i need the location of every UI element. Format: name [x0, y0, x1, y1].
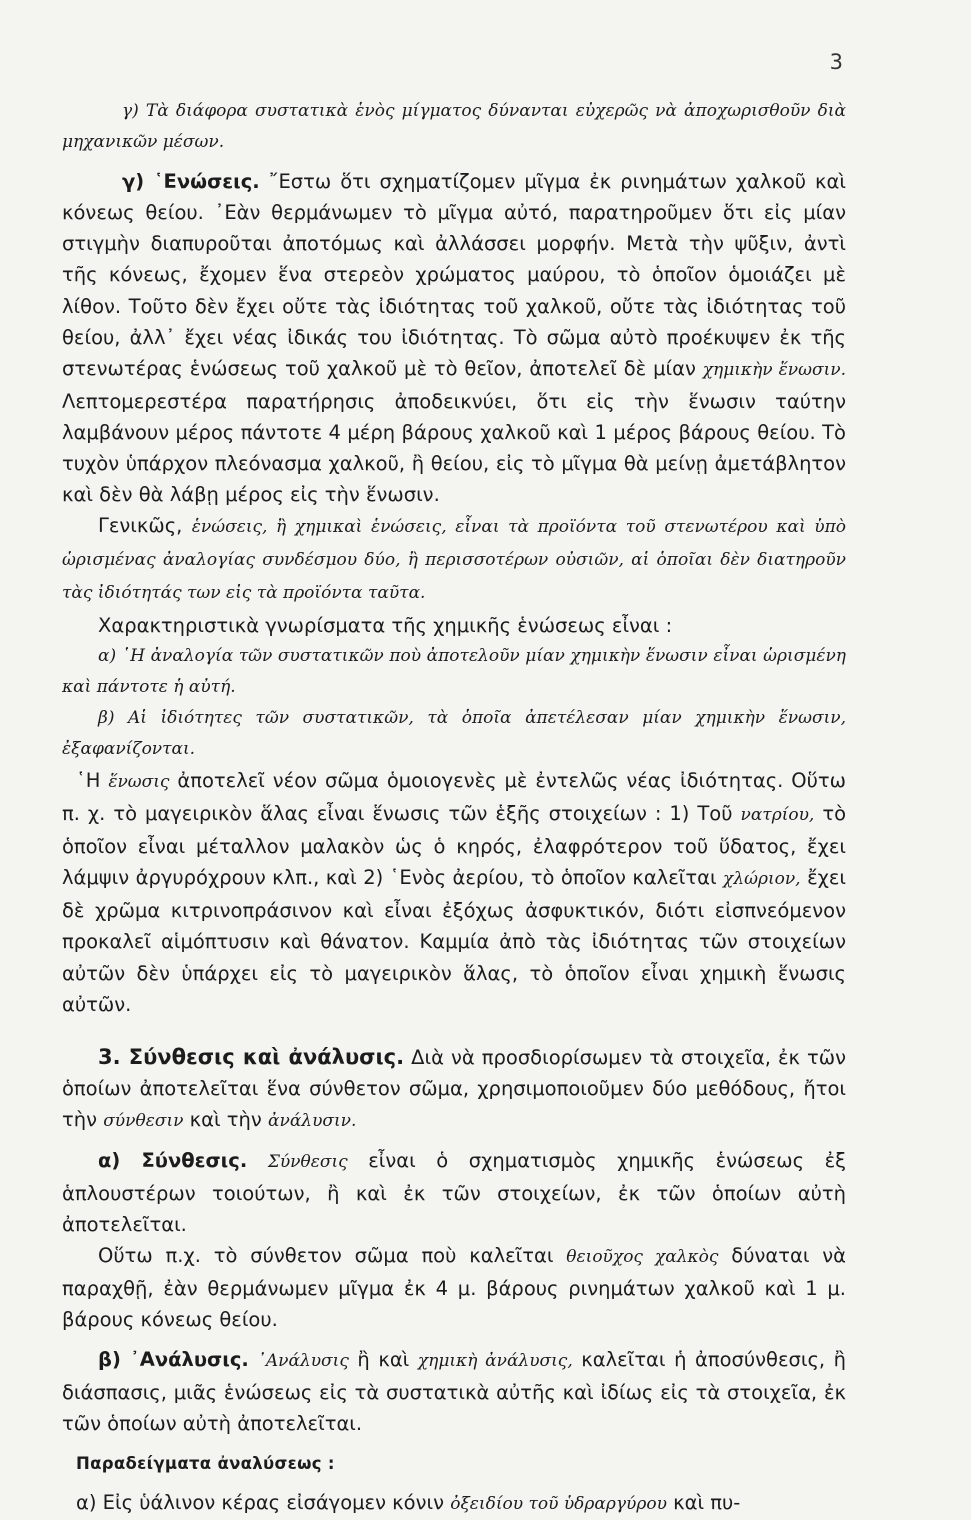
- term-mercury-oxide: ὀξειδίου τοῦ ὑδραργύρου: [450, 1493, 667, 1514]
- paragraph-definition: Γενικῶς, ἑνώσεις, ἢ χημικαὶ ἑνώσεις, εἶναι τὰ προϊόντα τοῦ στενωτέρου καὶ ὑπὸ ὡρισμένας ἀναλογίας συνδέσμου δύο, ἢ περισσοτέρων οὐσιῶν, αἱ ὁποῖαι δὲν διατηροῦν τὰς ἰδιότητάς των εἰς τὰ προϊόντα ταῦτα.: [62, 514, 847, 604]
- paragraph-synthesis: α) Σύνθεσις. Σύνθεσις εἶναι ὁ σχηματισμὸς χημικῆς ἑνώσεως ἐξ ἁπλουστέρων τοιούτων, ἢ καὶ ἐκ τῶν στοιχείων, ἐκ τῶν ὁποίων αὐτὴ ἀποτελεῖται.: [62, 1149, 847, 1237]
- example-a: α) Εἰς ὑάλινον κέρας εἰσάγομεν κόνιν ὀξειδίου τοῦ ὑδραργύρου καὶ πυ-: [76, 1490, 741, 1514]
- page-body: [62, 96, 846, 1520]
- term-analysis: ἀνάλυσιν.: [268, 1110, 357, 1131]
- term-synthesis-def: Σύνθεσις: [267, 1152, 348, 1172]
- term-analysis-def: ᾿Ανάλυσις: [257, 1350, 349, 1371]
- term-synthesis: σύνθεσιν: [103, 1110, 184, 1131]
- paragraph-mixture-separation: γ) Τὰ διάφορα συστατικὰ ἑνὸς μίγματος δύνανται εὐχερῶς νὰ ἀποχωρισθοῦν διὰ μηχανικῶν μέσων.: [62, 101, 847, 153]
- item-label: γ) Τὰ διάφορα: [122, 101, 248, 121]
- examples-heading: Παραδείγματα ἀναλύσεως :: [76, 1453, 335, 1473]
- subsection-heading-compounds: γ) ῾Ενώσεις.: [122, 170, 260, 194]
- section-heading: 3. Σύνθεσις καὶ ἀνάλυσις.: [98, 1044, 405, 1069]
- page-number: 3: [829, 50, 843, 74]
- characteristic-b: β) Αἱ ἰδιότητες τῶν συστατικῶν, τὰ ὁποῖα ἀπετέλεσαν μίαν χημικὴν ἕνωσιν, ἐξαφανίζονται.: [62, 707, 846, 759]
- term-chlorine: χλώριον,: [723, 869, 801, 890]
- term-copper-sulfide: θειοῦχος χαλκὸς: [566, 1247, 719, 1268]
- characteristic-a: α) ῾Η ἀναλογία τῶν συστατικῶν ποὺ ἀποτελοῦν μίαν χημικὴν ἕνωσιν εἶναι ὡρισμένη καὶ πάντοτε ἡ αὐτή.: [62, 645, 846, 697]
- subsection-heading-analysis: β) ᾿Ανάλυσις.: [98, 1347, 249, 1371]
- paragraph-characteristics: Χαρακτηριστικὰ γνωρίσματα τῆς χημικῆς ἑνώσεως εἶναι :: [98, 613, 673, 637]
- paragraph-compounds: γ) ῾Ενώσεις. ῎Εστω ὅτι σχηματίζομεν μῖγμα ἐκ ρινημάτων χαλκοῦ καὶ κόνεως θείου. ᾿Εὰν θερμάνωμεν τὸ μῖγμα αὐτό, παρατηροῦμεν ὅτι εἰς μίαν στιγμὴν διαπυροῦται ἀποτόμως καὶ ἀλλάσσει μορφήν. Μετὰ τὴν ψῦξιν, ἀντὶ τῆς κόνεως, ἔχομεν ἕνα στερεὸν χρώματος μαύρου, τὸ ὁποῖον ὁμοιάζει μὲ λίθον. Τοῦτο δὲν ἔχει οὔτε τὰς ἰδιότητας τοῦ χαλκοῦ, οὔτε τὰς ἰδιότητας τοῦ θείου, ἀλλ᾿ ἔχει νέας ἰδικάς του ἰδιότητας. Τὸ σῶμα αὐτὸ προέκυψεν ἐκ τῆς στενωτέρας ἑνώσεως τοῦ χαλκοῦ μὲ τὸ θεῖον, ἀποτελεῖ δὲ μίαν χημικὴν ἕνωσιν. Λεπτομερεστέρα παρατήρησις ἀποδεικνύει, ὅτι εἰς τὴν ἕνωσιν ταύτην λαμβάνουν μέρος πάντοτε 4 μέρη βάρους χαλκοῦ καὶ 1 μέρος βάρους θείου. Τὸ τυχὸν ὑπάρχον πλεόνασμα χαλκοῦ, ἢ θείου, εἰς τὸ μῖγμα θὰ μείνῃ ἀμετάβλητον καὶ δὲν θὰ λάβῃ μέρος εἰς τὴν ἕνωσιν.: [62, 170, 846, 507]
- subsection-heading-synthesis: α) Σύνθεσις.: [98, 1149, 248, 1172]
- term-chemical-analysis: χημικὴ ἀνάλυσις,: [417, 1350, 573, 1371]
- definition-text: ἑνώσεις, ἢ χημικαὶ ἑνώσεις, εἶναι τὰ προϊόντα τοῦ στενωτέρου καὶ ὑπὸ ὡρισμένας ἀναλογίας συνδέσμου δύο, ἢ περισσοτέρων οὐσιῶν, αἱ ὁποῖαι δὲν διατηροῦν τὰς ἰδιότητάς των εἰς τὰ προϊόντα ταῦτα.: [62, 517, 847, 604]
- term-compound: ἕνωσις: [108, 771, 170, 792]
- term-chemical-compound: χημικὴν ἕνωσιν.: [702, 359, 846, 380]
- section-synthesis-analysis: 3. Σύνθεσις καὶ ἀνάλυσις. Διὰ νὰ προσδιορίσωμεν τὰ στοιχεῖα, ἐκ τῶν ὁποίων ἀποτελεῖται ἕνα σύνθετον σῶμα, χρησιμοποιοῦμεν δύο μεθόδους, ἤτοι τὴν σύνθεσιν καὶ τὴν ἀνάλυσιν.: [62, 1044, 846, 1131]
- term-sodium: νατρίου,: [740, 805, 815, 826]
- paragraph-analysis: β) ᾿Ανάλυσις. ᾿Ανάλυσις ἢ καὶ χημικὴ ἀνάλυσις, καλεῖται ἡ ἀποσύνθεσις, ἢ διάσπασις, μιᾶς ἑνώσεως εἰς τὰ συστατικὰ αὐτῆς καὶ ἰδίως εἰς τὰ στοιχεῖα, ἐκ τῶν ὁποίων αὐτὴ ἀποτελεῖται.: [62, 1347, 847, 1435]
- paragraph-salt-example: ῾Η ἕνωσις ἀποτελεῖ νέον σῶμα ὁμοιογενὲς μὲ ἐντελῶς νέας ἰδιότητας. Οὕτω π. χ. τὸ μαγειρικὸν ἅλας εἶναι ἕνωσις τῶν ἑξῆς στοιχείων : 1) Τοῦ νατρίου, τὸ ὁποῖον εἶναι μέταλλον μαλακὸν ὡς ὁ κηρός, ἐλαφρότερον τοῦ ὕδατος, ἔχει λάμψιν ἀργυρόχρουν κλπ., καὶ 2) ῾Ενὸς ἀερίου, τὸ ὁποῖον καλεῖται χλώριον, ἔχει δὲ χρῶμα κιτρινοπράσινον καὶ εἶναι ἐξόχως ἀσφυκτικόν, διότι εἰσπνεόμενον προκαλεῖ αἱμόπτυσιν καὶ θάνατον. Καμμία ἀπὸ τὰς ἰδιότητας τῶν στοιχείων αὐτῶν δὲν ὑπάρχει εἰς τὸ μαγειρικὸν ἅλας, τὸ ὁποῖον εἶναι χημικὴ ἕνωσις αὐτῶν.: [62, 768, 847, 1016]
- paragraph-synthesis-example: Οὕτω π.χ. τὸ σύνθετον σῶμα ποὺ καλεῖται θειοῦχος χαλκὸς δύναται νὰ παραχθῇ, ἐὰν θερμάνωμεν μῖγμα ἐκ 4 μ. βάρους ρινημάτων χαλκοῦ καὶ 1 μ. βάρους κόνεως θείου.: [62, 1244, 847, 1332]
- examples-heading-line: [62, 1447, 846, 1479]
